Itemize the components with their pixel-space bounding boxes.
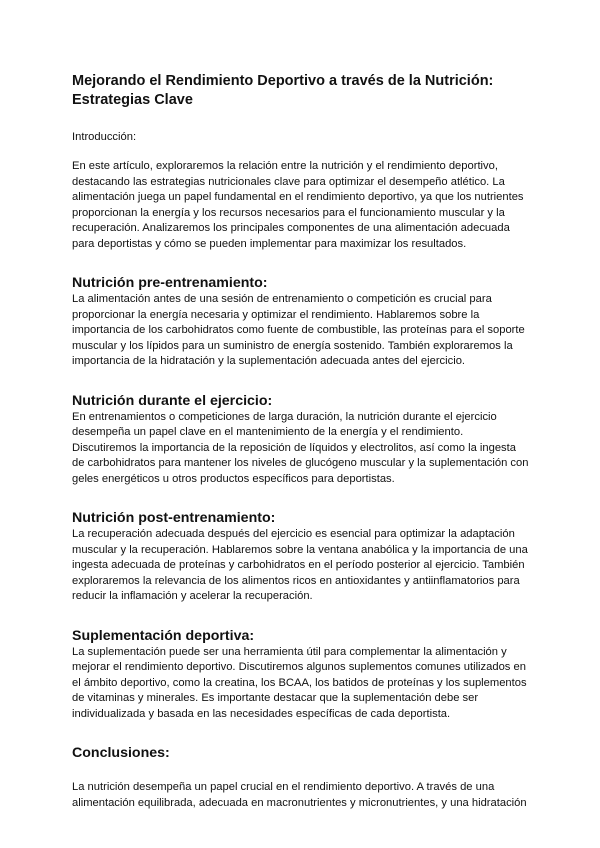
section-paragraph: La recuperación adecuada después del ejercicio es esencial para optimizar la adaptación muscular y la recuperación. Hablaremos sobre la ventana anabólica y la importancia de una ingesta adecuada de proteínas y carbohidratos en el período posterior al ejercicio. También exploraremos la relevancia de los alimentos ricos en antioxidantes y antiinflamatorios para reducir la inflamación y acelerar la recuperación. [72, 528, 528, 602]
intro-paragraph: En este artículo, exploraremos la relación entre la nutrición y el rendimiento deportivo, destacando las estrategias nutricionales clave para optimizar el desempeño atlético. La alimentación juega un papel fundamental en el rendimiento deportivo, ya que los nutrientes proporcionan la energía y los recursos necesarios para el funcionamiento muscular y la recuperación. Analizaremos los principales componentes de una alimentación adecuada para deportistas y cómo se pueden implementar para maximizar los resultados. [72, 160, 524, 250]
section-post-workout [72, 509, 530, 605]
section-paragraph: La alimentación antes de una sesión de entrenamiento o competición es crucial para proporcionar la energía necesaria y optimizar el rendimiento. Hablaremos sobre la importancia de los carbohidratos como fuente de combustible, las proteínas para el soporte muscular y los lípidos para un suministro de energía sostenido. También exploraremos la importancia de la hidratación y la suplementación adecuada antes del ejercicio. [72, 293, 525, 367]
section-conclusions [72, 744, 530, 811]
section-heading: Nutrición pre-entrenamiento: [72, 275, 268, 291]
section-supplementation [72, 627, 530, 723]
document-content [72, 72, 530, 811]
section-pre-workout [72, 274, 530, 370]
section-heading: Suplementación deportiva: [72, 627, 255, 644]
section-during-exercise [72, 392, 530, 488]
section-paragraph: La suplementación puede ser una herramienta útil para complementar la alimentación y mejorar el rendimiento deportivo. Discutiremos algunos suplementos comunes utilizados en el ámbito deportivo, como la creatina, los BCAA, los batidos de proteínas y los suplementos de vitaminas y minerales. Es importante destacar que la suplementación debe ser individualizada y basada en las necesidades específicas de cada deportista. [72, 645, 527, 720]
section-paragraph: En entrenamientos o competiciones de larga duración, la nutrición durante el ejercicio desempeña un papel clave en el mantenimiento de la energía y el rendimiento. Discutiremos la importancia de la reposición de líquidos y electrolitos, así como la ingesta de carbohidratos para mantener los niveles de glucógeno muscular y la suplementación con geles energéticos u otros productos específicos para deportistas. [72, 410, 529, 485]
conclusion-paragraph: La nutrición desempeña un papel crucial en el rendimiento deportivo. A través de una alimentación equilibrada, adecuada en macronutrientes y micronutrientes, y una hidratación [72, 781, 527, 809]
section-heading: Nutrición post-entrenamiento: [72, 510, 276, 526]
conclusion-heading: Conclusiones: [72, 745, 170, 761]
document-title: Mejorando el Rendimiento Deportivo a través de la Nutrición: Estrategias Clave [72, 73, 494, 108]
intro-label: Introducción: [72, 131, 137, 143]
section-heading: Nutrición durante el ejercicio: [72, 392, 273, 409]
